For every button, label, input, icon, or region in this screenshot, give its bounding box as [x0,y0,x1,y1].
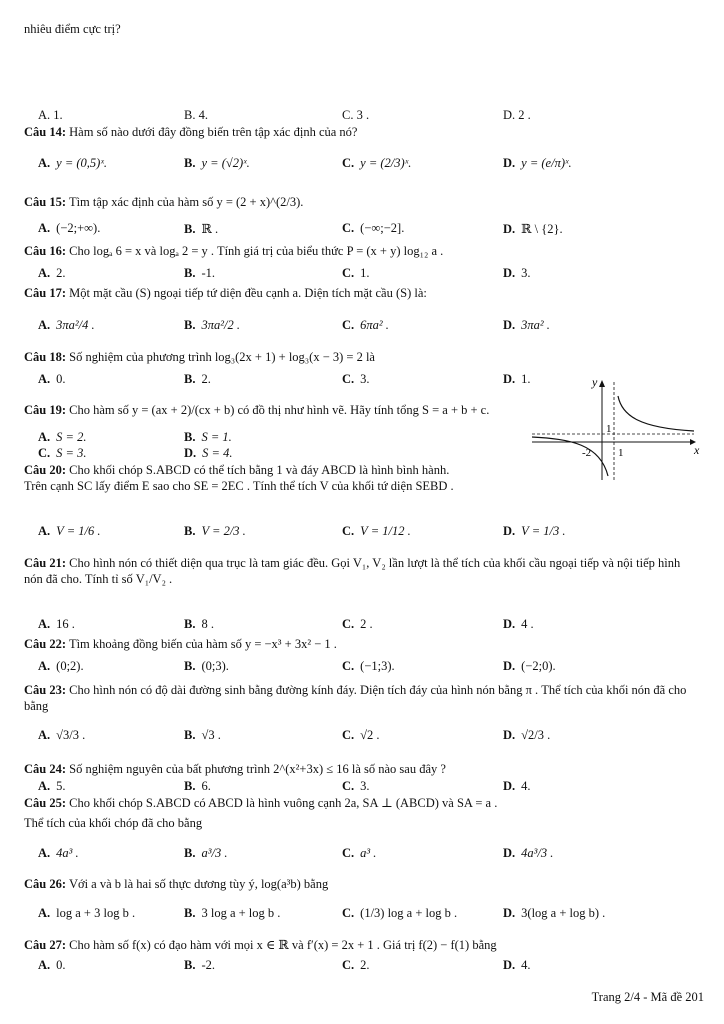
q16-options [38,266,698,284]
q21-options [38,617,698,635]
q23-opt-b: B. √3 . [184,728,221,742]
page-footer: Trang 2/4 - Mã đề 201 [591,990,704,1004]
q17-text: Một mặt cầu (S) ngoại tiếp tứ diện đều cạnh a. Diện tích mặt cầu (S) là: [69,286,427,300]
tick-label-neg2: -2 [582,447,592,459]
q22-opt-d: D. (−2;0). [503,659,556,673]
q21: Câu 21: Cho hình nón có thiết diện qua trục là tam giác đều. Gọi V₁, V₂ lần lượt là thể tích của khối cầu ngoại tiếp và nội tiếp hình nón đã cho. Tính tỉ số V₁/V₂ . [24,556,681,586]
x-axis-label: x [694,443,700,457]
q17-opt-b: B. 3πa²/2 . [184,318,240,332]
q20-options [38,524,698,542]
q15-text: Tìm tập xác định của hàm số y = (2 + x)^(2/3). [68,195,304,209]
q18-opt-b: B. 2. [184,372,211,386]
q16-text: Cho logₐ 6 = x và logₐ 2 = y . Tính giá trị của biểu thức P = (x + y) log₁₂ a . [69,244,444,258]
graph-branch-right [618,396,694,431]
q18-opt-c: C. 3. [342,372,370,386]
q19-opt-d: D. S = 4. [184,446,233,460]
q18: Câu 18: Số nghiệm của phương trình log₃(2x + 1) + log₃(x − 3) = 2 là [24,350,375,364]
q13-opt-c: C. 3 . [342,108,370,122]
q15-opt-c: C. (−∞;−2]. [342,221,405,235]
q24: Câu 24: Số nghiệm nguyên của bất phương trình 2^(x²+3x) ≤ 16 là số nào sau đây ? [24,762,446,776]
q13-opt-b: B. 4. [184,108,208,122]
graph-branch-left [532,437,608,476]
q27-text: Cho hàm số f(x) có đạo hàm với mọi x ∈ ℝ và f′(x) = 2x + 1 . Giá trị f(2) − f(1) bằng [69,938,497,952]
y-axis-label: y [592,375,598,389]
q22-opt-c: C. (−1;3). [342,659,395,673]
q18-opt-d: D. 1. [503,372,531,386]
q22-opt-a: A. (0;2). [38,659,84,673]
q14-text: Hàm số nào dưới đây đồng biến trên tập xác định của nó? [69,125,358,139]
q15-opt-d: D. ℝ \ {2}. [503,222,563,236]
q27-opt-b: B. -2. [184,958,216,972]
tick-label-1-x: 1 [618,447,624,459]
q27-opt-a: A. 0. [38,958,66,972]
q13-options [38,108,698,126]
q15: Câu 15: Tìm tập xác định của hàm số y = (2 + x)^(2/3). [24,195,304,209]
q26-opt-a: A. log a + 3 log b . [38,906,136,920]
q15-opt-b: B. ℝ . [184,222,219,236]
q18-options [38,372,538,390]
q22-opt-b: B. (0;3). [184,659,229,673]
q22-text: Tìm khoảng đồng biến của hàm số y = −x³ + 3x² − 1 . [68,637,337,651]
q17-options [38,318,698,336]
q25-opt-b: B. a³/3 . [184,846,228,860]
q17-opt-a: A. 3πa²/4 . [38,318,95,332]
q25-opt-a: A. 4a³ . [38,846,79,860]
q21-opt-d: D. 4 . [503,617,534,631]
exam-page [24,0,704,1024]
tick-label-1-y: 1 [606,423,612,435]
q26-text: Với a và b là hai số thực dương tùy ý, log(a³b) bằng [68,877,329,891]
q21-opt-a: A. 16 . [38,617,75,631]
q27: Câu 27: Cho hàm số f(x) có đạo hàm với mọi x ∈ ℝ và f′(x) = 2x + 1 . Giá trị f(2) − f(1) bằng [24,938,497,952]
q27-options [38,958,698,976]
q16-opt-d: D. 3. [503,266,531,280]
q18-opt-a: A. 0. [38,372,66,386]
q23-options [38,728,698,746]
q27-opt-d: D. 4. [503,958,531,972]
q16-opt-a: A. 2. [38,266,66,280]
q26-opt-b: B. 3 log a + log b . [184,906,281,920]
q26: Câu 26: Với a và b là hai số thực dương tùy ý, log(a³b) bằng [24,877,329,891]
q20: Câu 20: Cho khối chóp S.ABCD có thể tích bằng 1 và đáy ABCD là hình bình hành. Trên cạnh SC lấy điểm E sao cho SE = 2EC . Tính thể tích V của khối tứ diện SEBD . [24,463,454,493]
function-graph [530,374,700,482]
q23-opt-c: C. √2 . [342,728,380,742]
q14-opt-d: D. y = (e/π)ˣ. [503,156,572,170]
q25-opt-d: D. 4a³/3 . [503,846,554,860]
q23-opt-d: D. √2/3 . [503,728,551,742]
q16: Câu 16: Cho logₐ 6 = x và logₐ 2 = y . Tính giá trị của biểu thức P = (x + y) log₁₂ a . [24,244,444,258]
q24-opt-c: C. 3. [342,779,370,793]
q19: Câu 19: Cho hàm số y = (ax + 2)/(cx + b) có đồ thị như hình vẽ. Hãy tính tổng S = a + b + c. [24,403,490,417]
q20-opt-c: C. V = 1/12 . [342,524,411,538]
q21-opt-c: C. 2 . [342,617,373,631]
q25-text: Cho khối chóp S.ABCD có ABCD là hình vuông cạnh 2a, SA ⊥ (ABCD) và SA = a . [69,796,498,810]
q26-opt-d: D. 3(log a + log b) . [503,906,606,920]
q24-opt-b: B. 6. [184,779,211,793]
q15-opt-a: A. (−2;+∞). [38,221,101,235]
q25: Câu 25: Cho khối chóp S.ABCD có ABCD là hình vuông cạnh 2a, SA ⊥ (ABCD) và SA = a . [24,796,498,810]
q26-opt-c: C. (1/3) log a + log b . [342,906,458,920]
q14 [24,125,357,140]
q20-opt-a: A. V = 1/6 . [38,524,101,538]
q18-text: Số nghiệm của phương trình log₃(2x + 1) + log₃(x − 3) = 2 là [69,350,375,364]
q14-opt-a: A. y = (0,5)ˣ. [38,156,107,170]
q24-text: Số nghiệm nguyên của bất phương trình 2^(x²+3x) ≤ 16 là số nào sau đây ? [69,762,446,776]
q23: Câu 23: Cho hình nón có độ dài đường sinh bằng đường kính đáy. Diện tích đáy của hình nón bằng π . Thể tích của khối nón đã cho bằng [24,683,687,713]
q14-label: Câu 14: [24,125,67,139]
q22-options [38,659,698,677]
q24-opt-a: A. 5. [38,779,66,793]
q16-opt-b: B. -1. [184,266,216,280]
q17-opt-c: C. 6πa² . [342,318,389,332]
q19-text: Cho hàm số y = (ax + 2)/(cx + b) có đồ thị như hình vẽ. Hãy tính tổng S = a + b + c. [69,403,490,417]
y-axis-arrow [599,380,605,387]
q13-opt-a: A. 1. [38,108,63,122]
q26-options [38,906,698,924]
q22: Câu 22: Tìm khoảng đồng biến của hàm số y = −x³ + 3x² − 1 . [24,637,337,651]
q20-opt-b: B. V = 2/3 . [184,524,246,538]
q25-text-line2: Thể tích của khối chóp đã cho bằng [24,816,203,830]
q14-options [38,156,698,174]
q23-opt-a: A. √3/3 . [38,728,86,742]
q17-opt-d: D. 3πa² . [503,318,550,332]
q19-opt-a: A. S = 2. [38,430,87,444]
q23-text: Cho hình nón có độ dài đường sinh bằng đường kính đáy. Diện tích đáy của hình nón bằng π . Thể tích của khối nón đã cho bằng [24,683,687,713]
q19-opt-b: B. S = 1. [184,430,232,444]
q20-opt-d: D. V = 1/3 . [503,524,566,538]
q25-opt-c: C. a³ . [342,846,377,860]
q14-opt-c: C. y = (2/3)ˣ. [342,156,412,170]
q13-opt-d: D. 2 . [503,108,531,122]
q16-opt-c: C. 1. [342,266,370,280]
header-fragment: nhiêu điểm cực trị? [24,22,121,36]
q21-text: Cho hình nón có thiết diện qua trục là tam giác đều. Gọi V₁, V₂ lần lượt là thể tích của khối cầu ngoại tiếp và nội tiếp hình nón đã cho. Tính tỉ số V₁/V₂ . [24,556,681,586]
graph-svg [530,374,700,482]
q20-text: Cho khối chóp S.ABCD có thể tích bằng 1 và đáy ABCD là hình bình hành. Trên cạnh SC lấy điểm E sao cho SE = 2EC . Tính thể tích V của khối tứ diện SEBD . [24,463,454,493]
q21-opt-b: B. 8 . [184,617,214,631]
q25-options [38,846,698,864]
q24-opt-d: D. 4. [503,779,531,793]
q19-opt-c: C. S = 3. [38,446,87,460]
q27-opt-c: C. 2. [342,958,370,972]
q14-opt-b: B. y = (√2)ˣ. [184,156,250,170]
q17: Câu 17: Một mặt cầu (S) ngoại tiếp tứ diện đều cạnh a. Diện tích mặt cầu (S) là: [24,286,427,300]
q15-options [38,221,698,239]
